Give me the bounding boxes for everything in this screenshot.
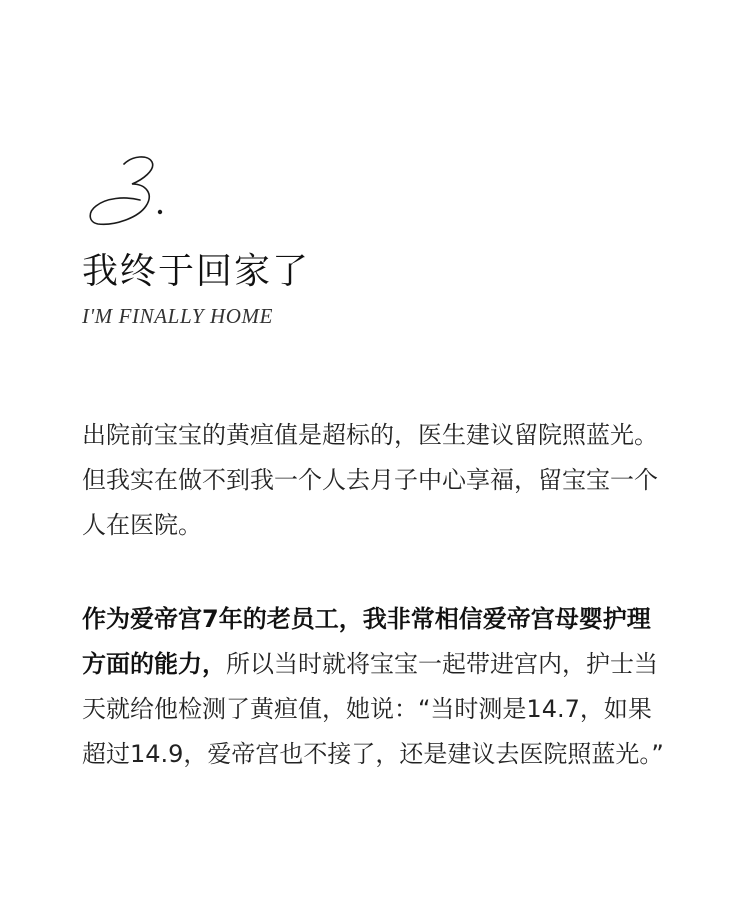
paragraph-second-bold-lead: 作为爱帝宫7年的老员工，我非常相信爱帝宫母婴护理方面的能力， — [82, 605, 651, 678]
section-numeral — [84, 150, 174, 230]
section-title: 我终于回家了 — [82, 251, 311, 292]
paragraph-first: 出院前宝宝的黄疸值是超标的，医生建议留院照蓝光。但我实在做不到我一个人去月子中心享福，留宝宝一个人在医院。 — [82, 421, 658, 539]
paragraph-second — [82, 597, 672, 777]
script-numeral-three-graphic — [84, 150, 174, 230]
section-subtitle: I'M FINALLY HOME — [82, 304, 274, 328]
paragraph-second-text: 所以当时就将宝宝一起带进宫内，护士当天就给他检测了黄疸值，她说：“当时测是14.7，如果超过14.9，爱帝宫也不接了，还是建议去医院照蓝光。” — [82, 650, 664, 768]
